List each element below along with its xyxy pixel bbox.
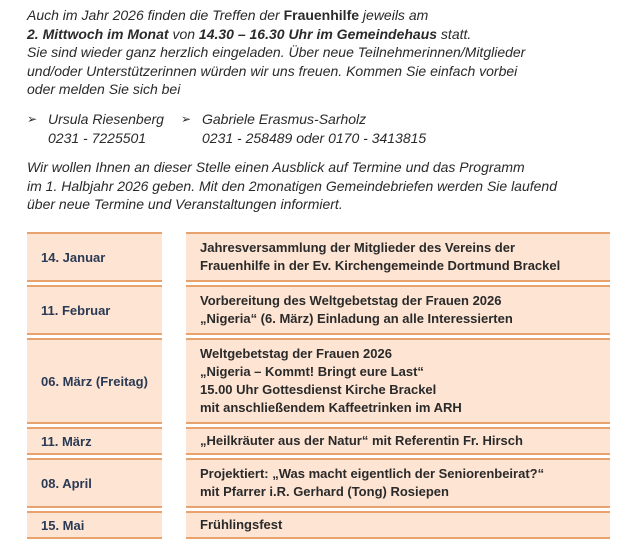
event-line: Frühlingsfest: [200, 517, 283, 532]
event-date: 06. März (Freitag): [41, 373, 148, 389]
contact-phone: 0231 - 258489 oder 0170 - 3413815: [202, 129, 427, 146]
event-cell: [186, 458, 610, 508]
frauenhilfe-label: Frauenhilfe: [283, 7, 360, 23]
meeting-time-place: 14.30 – 16.30 Uhr im Gemeindehaus: [198, 25, 438, 42]
date-cell: [27, 511, 162, 539]
event-line: Projektiert: „Was macht eigentlich der Seniorenbeirat?“: [200, 466, 545, 481]
date-cell: [27, 458, 162, 508]
outro-text: [27, 158, 627, 214]
date-cell: [27, 285, 162, 335]
outro-line-1: Wir wollen Ihnen an dieser Stelle einen Ausblick auf Termine und das Programm: [27, 159, 525, 175]
arrow-bullet-icon: ➢: [27, 112, 38, 126]
schedule-row: [27, 458, 610, 508]
intro-line-3: Sie sind wieder ganz herzlich eingeladen. Über neue Teilnehmerinnen/Mitglieder: [27, 44, 526, 60]
intro-line-1: Auch im Jahr 2026 finden die Treffen der Frauenhilfe jeweils am: [27, 7, 429, 23]
schedule-row: [27, 338, 610, 424]
intro-line-4: und/oder Unterstützerinnen würden wir uns freuen. Kommen Sie einfach vorbei: [27, 62, 518, 79]
event-line: Weltgebetstag der Frauen 2026: [200, 346, 392, 361]
schedule-row: [27, 511, 610, 539]
intro-line-2: 2. Mittwoch im Monat von 14.30 – 16.30 Uhr im Gemeindehaus statt.: [27, 25, 472, 42]
outro-line-3: über neue Termine und Veranstaltungen informiert.: [27, 196, 343, 212]
schedule-row: [27, 285, 610, 335]
meeting-day: 2. Mittwoch im Monat: [27, 25, 169, 42]
event-cell: [186, 285, 610, 335]
event-line: 15.00 Uhr Gottesdienst Kirche Brackel: [200, 382, 437, 397]
event-cell: [186, 338, 610, 424]
date-cell: [27, 427, 162, 455]
contact-name: Ursula Riesenberg: [48, 111, 164, 127]
event-cell: [186, 232, 610, 282]
event-date: 08. April: [41, 475, 92, 491]
intro-line-5: oder melden Sie sich bei: [27, 81, 181, 97]
contact-item: [27, 110, 164, 147]
contact-list: [27, 110, 627, 148]
contact-name: Gabriele Erasmus-Sarholz: [202, 111, 367, 127]
event-line: „Nigeria“ (6. März) Einladung an alle Interessierten: [200, 311, 513, 326]
event-line: mit anschließendem Kaffeetrinken im ARH: [200, 400, 462, 415]
date-cell: [27, 338, 162, 424]
arrow-bullet-icon: ➢: [181, 112, 192, 126]
event-cell: [186, 427, 610, 455]
schedule-row: [27, 427, 610, 455]
event-line: mit Pfarrer i.R. Gerhard (Tong) Rosiepen: [200, 484, 449, 499]
event-line: Frauenhilfe in der Ev. Kirchengemeinde Dortmund Brackel: [200, 258, 561, 273]
event-date: 14. Januar: [41, 249, 106, 265]
date-cell: [27, 232, 162, 282]
event-line: „Heilkräuter aus der Natur“ mit Referentin Fr. Hirsch: [200, 433, 523, 448]
contact-item: [181, 110, 426, 147]
contact-phone: 0231 - 7225501: [48, 129, 147, 146]
intro-text: [27, 6, 627, 99]
event-date: 15. Mai: [41, 517, 85, 533]
event-cell: [186, 511, 610, 539]
event-date: 11. Februar: [41, 302, 111, 318]
event-line: Vorbereitung des Weltgebetstag der Frauen 2026: [200, 293, 502, 308]
schedule-row: [27, 232, 610, 282]
schedule-table: [27, 232, 610, 542]
event-line: Jahresversammlung der Mitglieder des Vereins der: [200, 240, 516, 255]
event-line: „Nigeria – Kommt! Bringt eure Last“: [200, 364, 424, 379]
event-date: 11. März: [41, 433, 92, 449]
outro-line-2: im 1. Halbjahr 2026 geben. Mit den 2monatigen Gemeindebriefen werden Sie laufend: [27, 177, 558, 194]
